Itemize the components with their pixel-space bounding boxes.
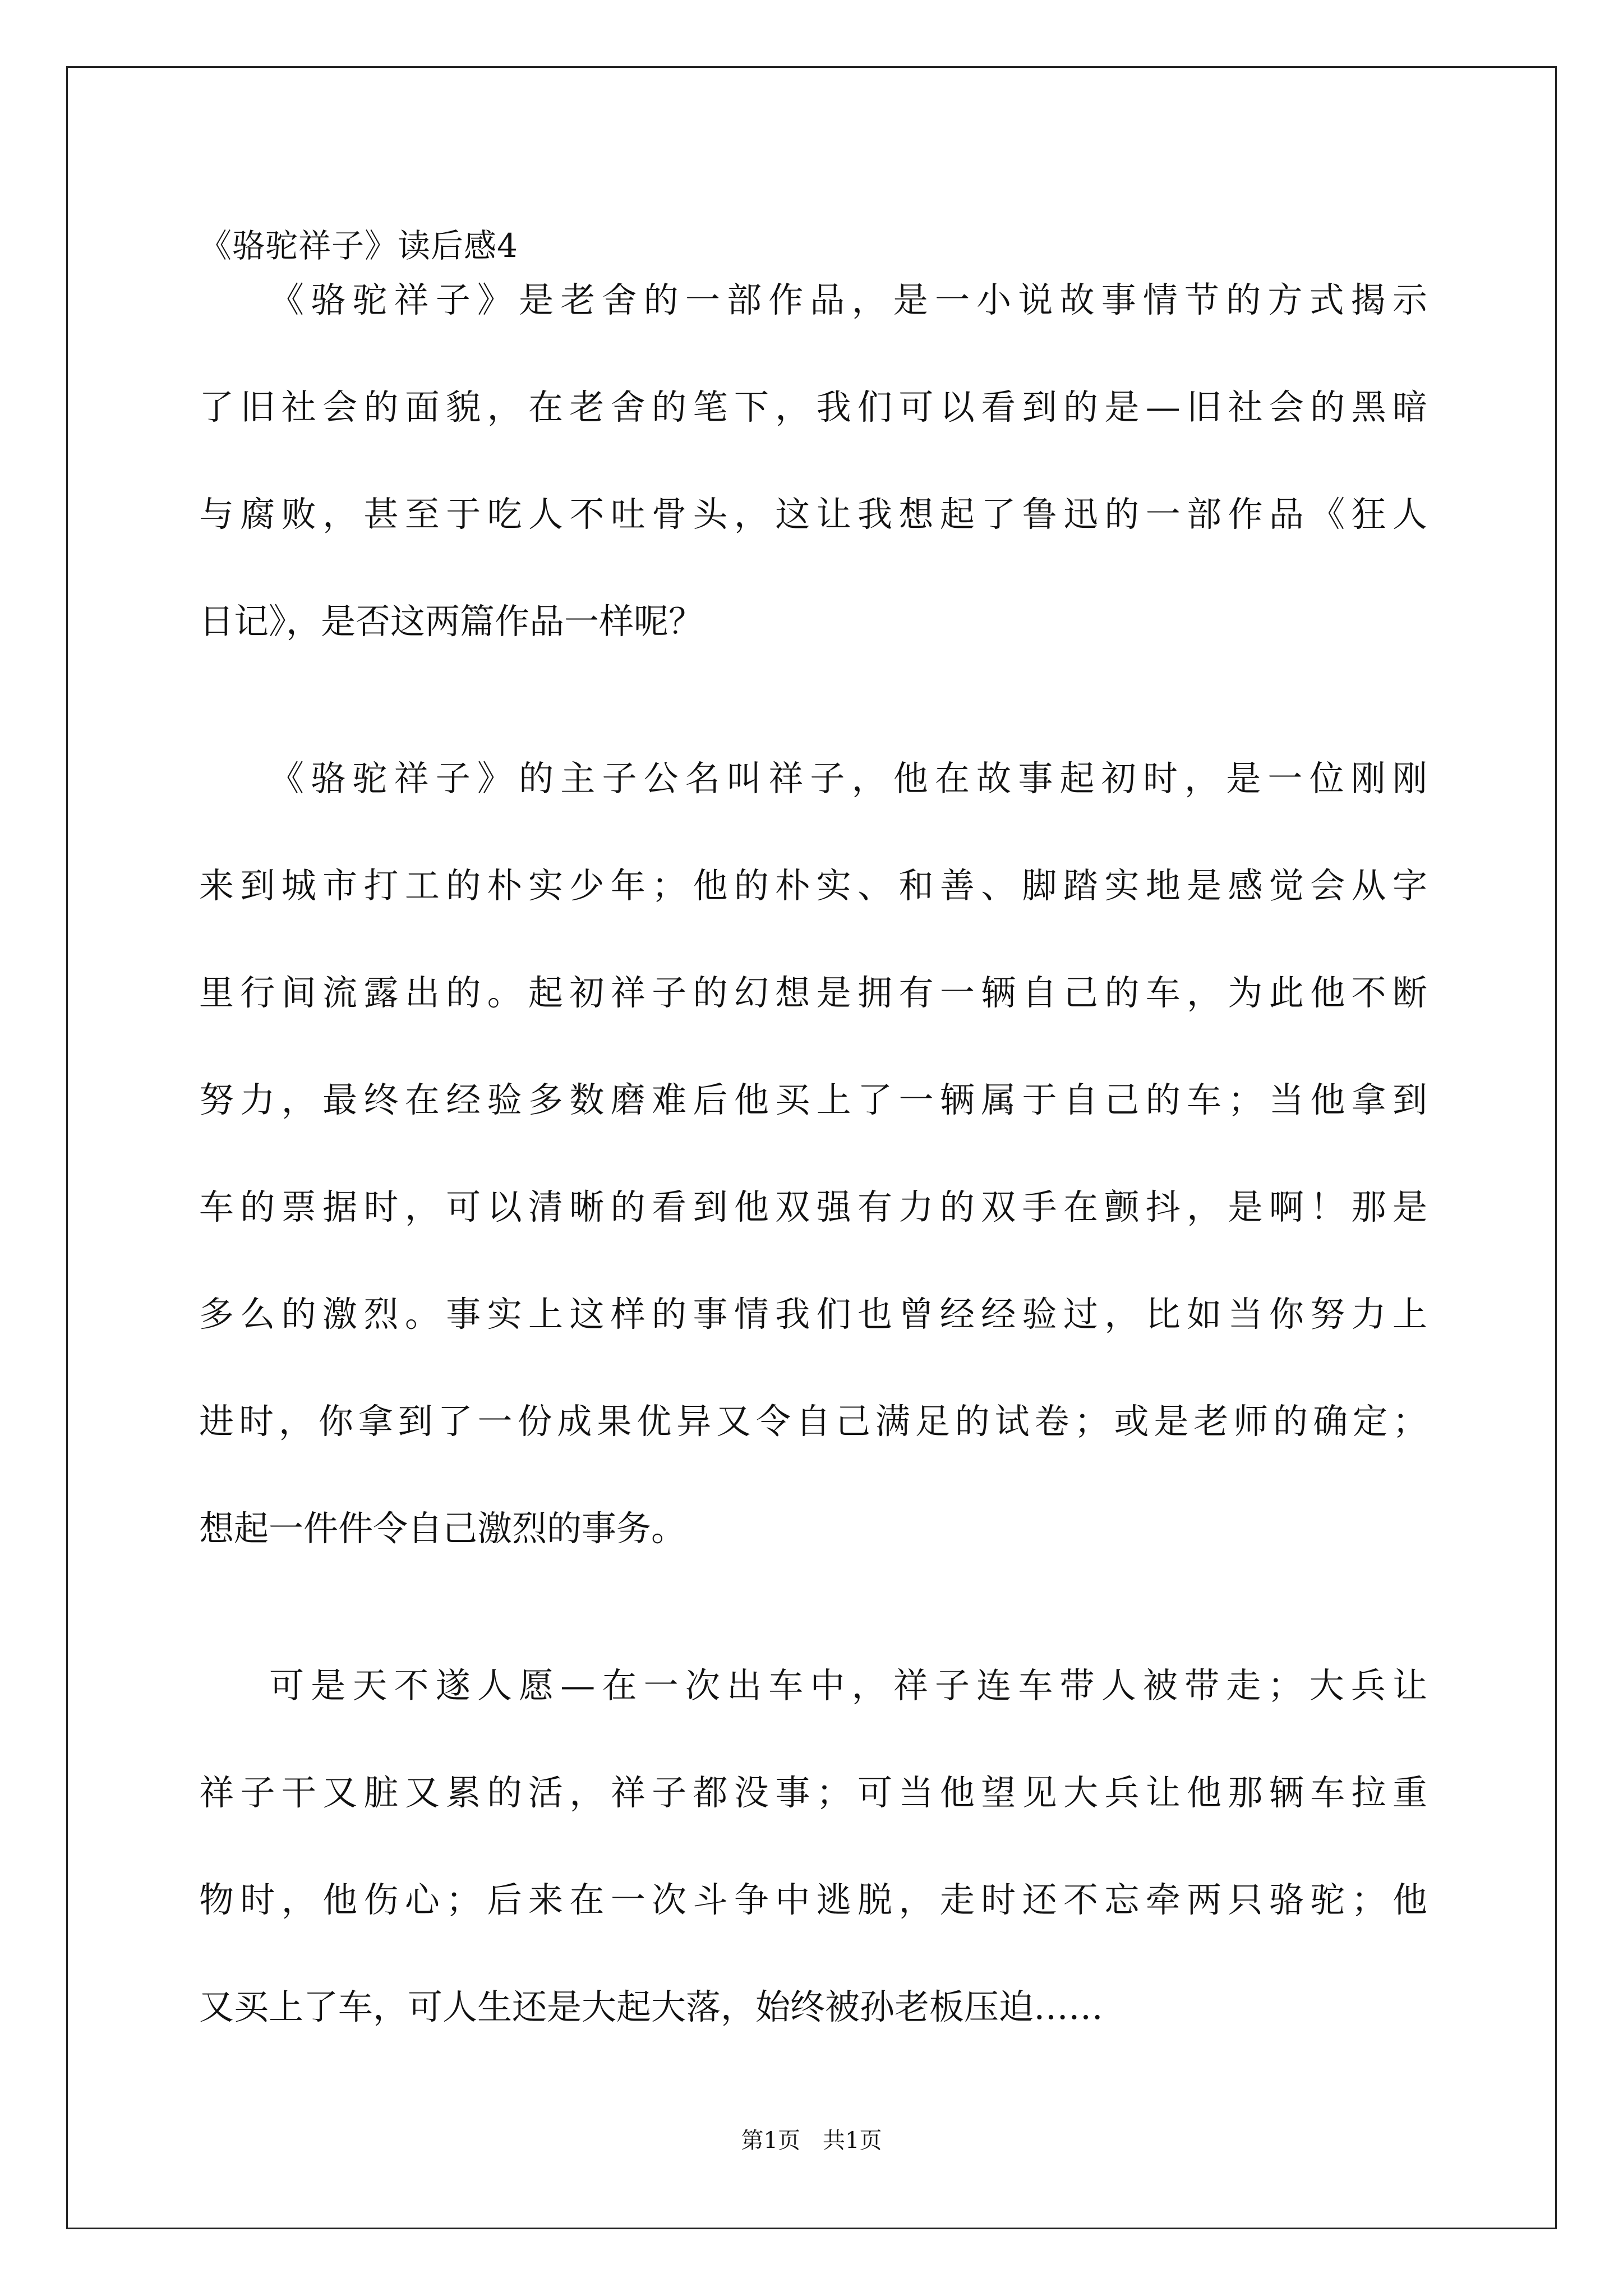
paragraph-2-line-7: 进时，你拿到了一份成果优异又令自己满足的试卷；或是老师的确定；: [199, 1401, 1427, 1442]
page-number-footer: 第1页 共1页: [741, 2128, 882, 2154]
paragraph-2-line-4: 努力，最终在经验多数磨难后他买上了一辆属于自己的车；当他拿到: [199, 1079, 1427, 1120]
paragraph-2-line-2: 来到城市打工的朴实少年；他的朴实、和善、脚踏实地是感觉会从字: [199, 865, 1427, 906]
paragraph-2-line-3: 里行间流露出的。起初祥子的幻想是拥有一辆自己的车，为此他不断: [199, 972, 1427, 1013]
paragraph-1-line-3: 与腐败，甚至于吃人不吐骨头，这让我想起了鲁迅的一部作品《狂人: [199, 494, 1427, 535]
paragraph-2-line-8: 想起一件件令自己激烈的事务。: [199, 1508, 686, 1549]
paragraph-1-line-1: 《骆驼祥子》是老舍的一部作品，是一小说故事情节的方式揭示: [269, 279, 1427, 320]
paragraph-3-line-3: 物时，他伤心；后来在一次斗争中逃脱，走时还不忘牵两只骆驼；他: [199, 1879, 1427, 1920]
paragraph-3-line-1: 可是天不遂人愿—在一次出车中，祥子连车带人被带走；大兵让: [269, 1665, 1427, 1706]
paragraph-2-line-5: 车的票据时，可以清晰的看到他双强有力的双手在颤抖，是啊！那是: [199, 1186, 1427, 1227]
paragraph-2-line-6: 多么的激烈。事实上这样的事情我们也曾经经验过，比如当你努力上: [199, 1294, 1427, 1335]
paragraph-1-line-2: 了旧社会的面貌，在老舍的笔下，我们可以看到的是—旧社会的黑暗: [199, 386, 1427, 427]
paragraph-1-line-4: 日记》，是否这两篇作品一样呢？: [199, 601, 704, 642]
paragraph-2-line-1: 《骆驼祥子》的主子公名叫祥子，他在故事起初时，是一位刚刚: [269, 758, 1427, 799]
document-title: 《骆驼祥子》读后感4: [199, 227, 518, 265]
paragraph-3-line-2: 祥子干又脏又累的活，祥子都没事；可当他望见大兵让他那辆车拉重: [199, 1772, 1427, 1813]
paragraph-3-line-4: 又买上了车，可人生还是大起大落，始终被孙老板压迫……: [199, 1986, 1104, 2027]
